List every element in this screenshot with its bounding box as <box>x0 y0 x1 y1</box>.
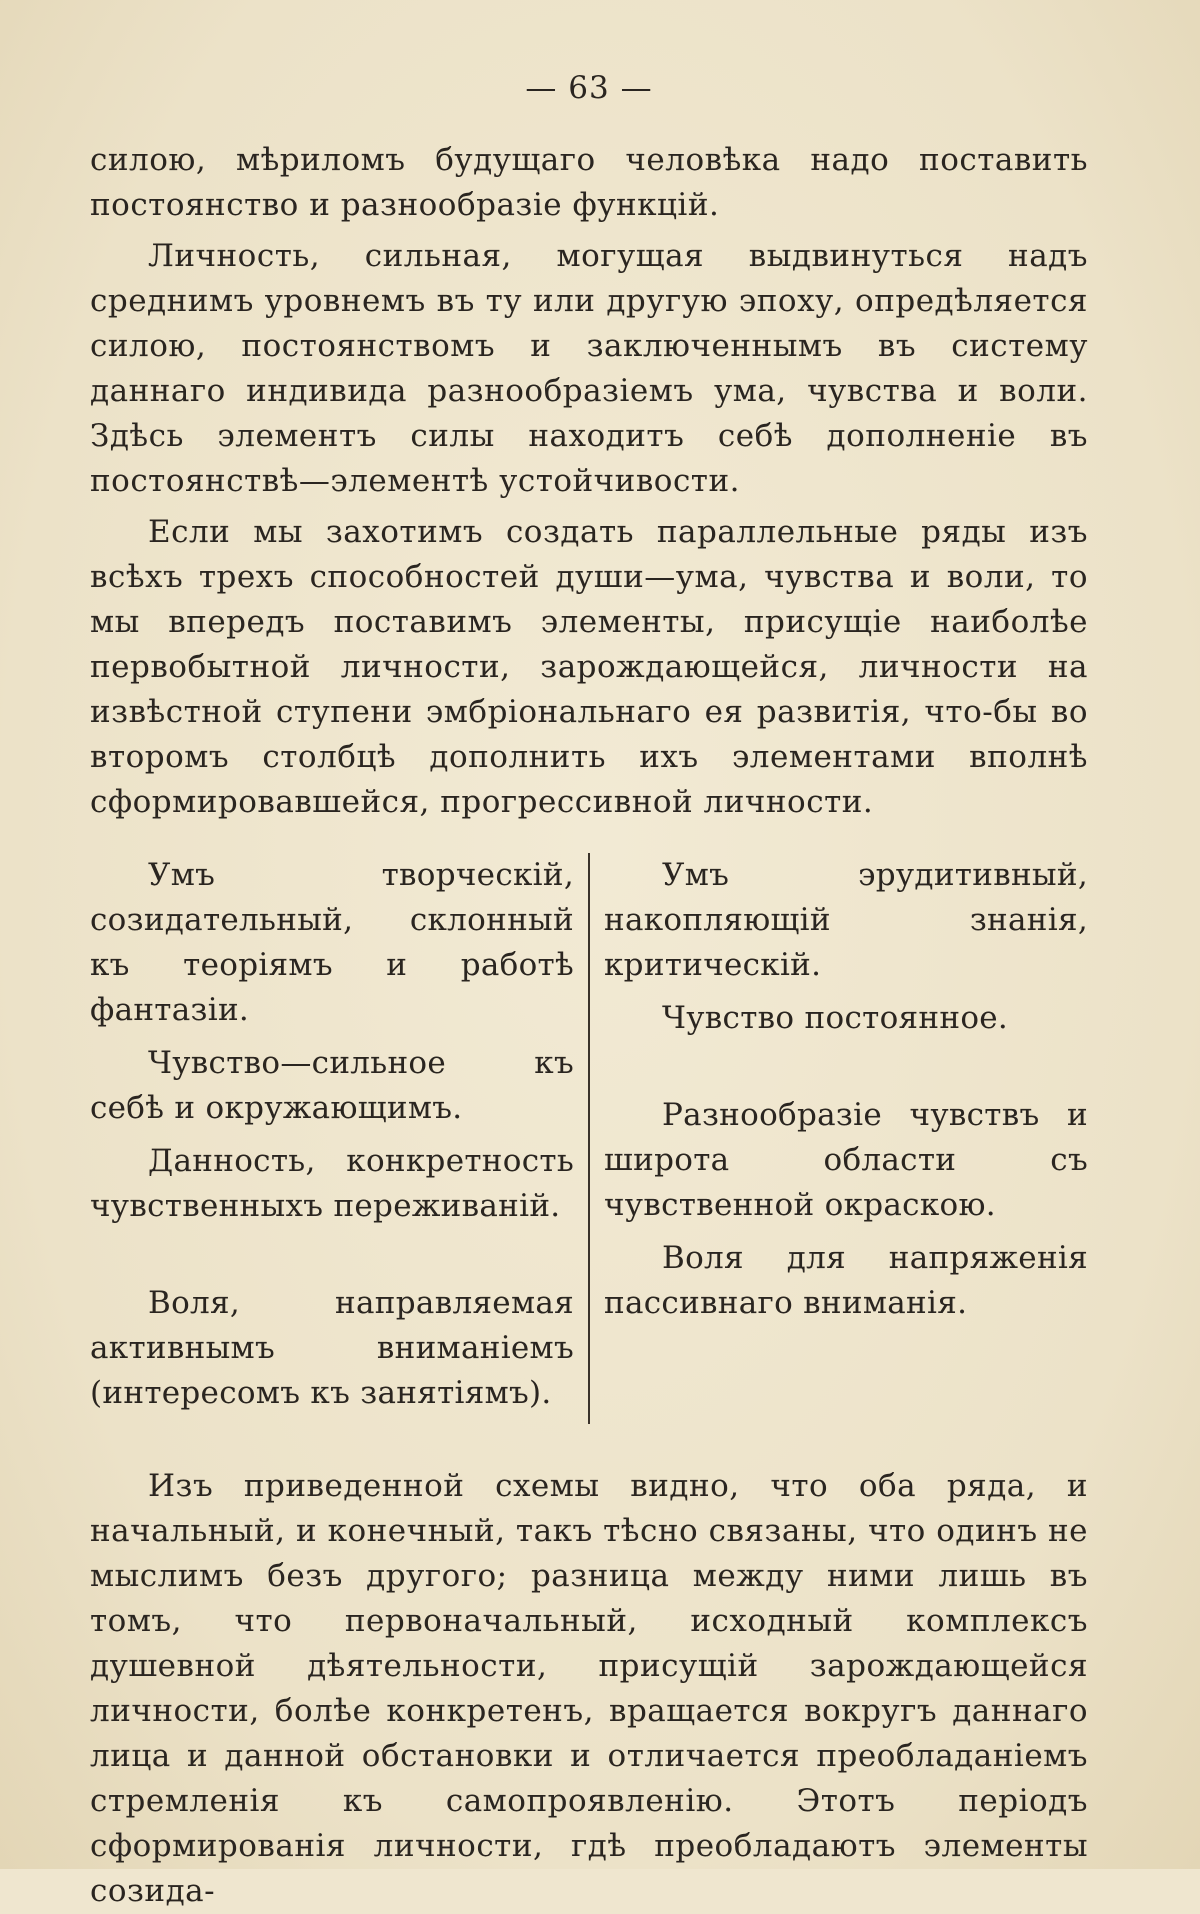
left-feeling: Чувство—сильное къ себѣ и окружающимъ. <box>90 1045 574 1126</box>
page-number: — 63 — <box>525 70 653 106</box>
right-will: Воля для напряженія пассивнаго вниманія. <box>604 1240 1088 1321</box>
comparison-columns <box>90 853 1088 1424</box>
paragraph-scheme-conclusion: Изъ приведенной схемы видно, что оба ряда, и начальный, и конечный, такъ тѣсно связаны, что одинъ не мыслимъ безъ другого; разница между ними лишь въ томъ, что первоначальный, исходный комплексъ душевной дѣятельности, присущій зарождающейся личности, болѣе конкретенъ, вращается вокругъ даннаго лица и данной обстановки и отличается преобладаніемъ стремленія къ самопроявленію. Этотъ періодъ сформированія личности, гдѣ преобладаютъ элементы созида- <box>90 1468 1088 1909</box>
paragraph-personality: Личность, сильная, могущая выдвинуться надъ среднимъ уровнемъ въ ту или другую эпоху, опредѣляется силою, постоянствомъ и заключеннымъ въ систему даннаго индивида разнообразіемъ ума, чувства и воли. Здѣсь элементъ силы находитъ себѣ дополненіе въ постоянствѣ—элементѣ устойчивости. <box>90 238 1088 499</box>
right-variety: Разнообразіе чувствъ и широта области съ чувственной окраскою. <box>604 1097 1088 1223</box>
left-will: Воля, направляемая активнымъ вниманіемъ (интересомъ къ занятіямъ). <box>90 1285 574 1411</box>
left-concreteness: Данность, конкретность чувственныхъ переживаній. <box>90 1143 574 1224</box>
right-mind: Умъ эрудитивный, накопляющій знанія, критическій. <box>604 857 1088 983</box>
paragraph-continuation: силою, мѣриломъ будущаго человѣка надо поставить постоянство и разнообразіе функцій. <box>90 142 1088 223</box>
right-column-formed <box>590 853 1088 1424</box>
paragraph-parallel-rows: Если мы захотимъ создать параллельные ряды изъ всѣхъ трехъ способностей души—ума, чувства и воли, то мы впередъ поставимъ элементы, присущіе наиболѣе первобытной личности, зарождающейся, личности на извѣстной ступени эмбріональнаго ея развитія, что-бы во второмъ столбцѣ дополнить ихъ элементами вполнѣ сформировавшейся, прогрессивной личности. <box>90 514 1088 820</box>
left-mind: Умъ творческій, созидательный, склонный къ теоріямъ и работѣ фантазіи. <box>90 857 574 1028</box>
left-column-primitive <box>90 853 590 1424</box>
right-feeling: Чувство постоянное. <box>662 1000 1009 1036</box>
